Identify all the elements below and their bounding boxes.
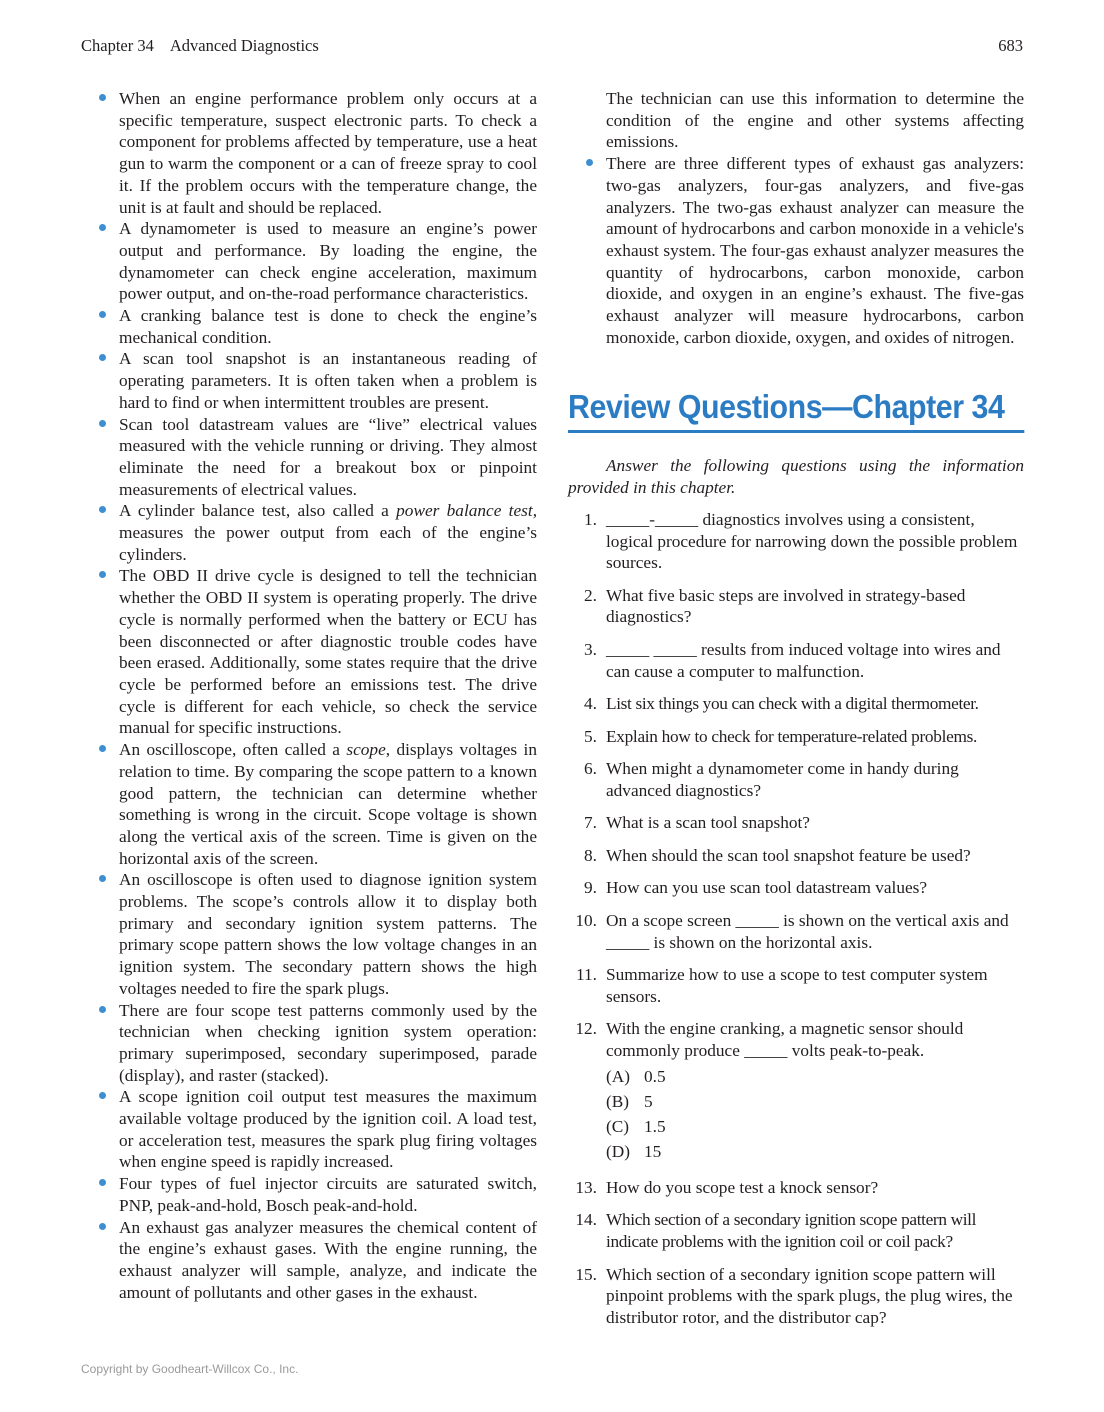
question-item: 2. What five basic steps are involved in strategy-based diagnostics? xyxy=(584,585,966,627)
bullet-continuation: The technician can use this information to determine the condition of the engine and other systems affecting emissions. xyxy=(606,89,1024,152)
question-item: 15. Which section of a secondary ignition scope pattern will pinpoint problems with the spark plugs, the plug wires, the distributor rotor, and the distributor cap? xyxy=(575,1264,1013,1327)
bullet-icon xyxy=(99,420,106,427)
summary-bullets-left xyxy=(81,88,537,1303)
bullet-icon xyxy=(99,311,106,318)
bullet-icon xyxy=(99,506,106,513)
review-questions-list xyxy=(568,509,1024,1329)
answer-choice: (B) 5 xyxy=(606,1091,653,1111)
answer-choices xyxy=(606,1066,1024,1163)
question-item: 9. How can you use scan tool datastream values? xyxy=(584,878,928,898)
summary-bullet: When an engine performance problem only occurs at a specific temperature, suspect electronic parts. To check a component for problems affected by temperature, use a heat gun to warm the component or a can of freeze spray to cool it. If the problem occurs with the temperature change, the unit is at fault and should be replaced. xyxy=(81,88,537,218)
bullet-icon xyxy=(99,224,106,231)
question-12-text: With the engine cranking, a magnetic sensor should commonly produce _____ volts peak-to-peak. xyxy=(606,1019,964,1060)
question-item: 11. Summarize how to use a scope to test computer system sensors. xyxy=(576,965,988,1006)
question-item: 5. Explain how to check for temperature-related problems. xyxy=(584,726,978,746)
summary-bullet: There are four scope test patterns commonly used by the technician when checking ignition system operation: primary superimposed, secondary superimposed, parade (display), and raster (stacked). xyxy=(81,1000,537,1087)
page-number: 683 xyxy=(998,36,1023,55)
left-column xyxy=(81,88,537,1303)
bullet-icon xyxy=(99,875,106,882)
summary-bullet: Four types of fuel injector circuits are saturated switch, PNP, peak-and-hold, Bosch peak-and-hold. xyxy=(81,1173,537,1216)
summary-bullet: The OBD II drive cycle is designed to tell the technician whether the OBD II system is operating properly. The drive cycle is normally performed when the battery or ECU has been disconnected or after diagnostic trouble codes have been erased. Additionally, some states require that the drive cycle be performed before an emissions test. The drive cycle is different for each vehicle, so check the service manual for specific instructions. xyxy=(81,565,537,739)
bullet-icon xyxy=(99,1092,106,1099)
copyright-footer: Copyright by Goodheart-Willcox Co., Inc. xyxy=(81,1362,299,1376)
bullet-icon xyxy=(99,94,106,101)
question-item: 6. When might a dynamometer come in handy during advanced diagnostics? xyxy=(584,759,959,800)
bullet-icon xyxy=(99,354,106,361)
question-item: 13. How do you scope test a knock sensor? xyxy=(575,1177,879,1197)
bullet-icon xyxy=(99,571,106,578)
summary-bullet: A scan tool snapshot is an instantaneous reading of operating parameters. It is often taken when a problem is hard to find or when intermittent troubles are present. xyxy=(81,348,537,413)
answer-choice: (C) 1.5 xyxy=(606,1116,666,1136)
bullet-icon xyxy=(99,745,106,752)
bullet-icon xyxy=(99,1179,106,1186)
summary-bullet: A cranking balance test is done to check the engine’s mechanical condition. xyxy=(81,305,537,348)
bullet-icon xyxy=(586,159,593,166)
summary-bullet: A scope ignition coil output test measures the maximum available voltage produced by the ignition coil. A load test, or acceleration test, measures the spark plug firing voltages when engine speed is rapidly increased. xyxy=(81,1086,537,1173)
answer-choice: (D) 15 xyxy=(606,1141,662,1161)
question-item: 7. What is a scan tool snapshot? xyxy=(584,813,810,833)
question-item: 3. _____ _____ results from induced voltage into wires and can cause a computer to malfunction. xyxy=(584,639,1001,681)
bullet-icon xyxy=(99,1006,106,1013)
summary-bullet: Scan tool datastream values are “live” electrical values measured with the vehicle running or driving. They almost eliminate the need for a breakout box or pinpoint measurements of electrical values. xyxy=(81,414,537,501)
summary-bullet: An exhaust gas analyzer measures the chemical content of the engine’s exhaust gases. With the engine running, the exhaust analyzer will sample, analyze, and indicate the amount of pollutants and other gases in the exhaust. xyxy=(81,1217,537,1304)
answer-choice: (A) 0.5 xyxy=(606,1066,666,1086)
question-item: 1. _____-_____ diagnostics involves using a consistent, logical procedure for narrowing down the possible problem sources. xyxy=(584,509,1018,573)
summary-bullet: An oscilloscope is often used to diagnose ignition system problems. The scope’s controls allow it to display both primary and secondary ignition system patterns. The primary scope pattern shows the low voltage changes in an ignition system. The secondary pattern shows the high voltages needed to fire the spark plugs. xyxy=(81,869,537,999)
chapter-label: Chapter 34 xyxy=(81,36,154,55)
question-item: 12. With the engine cranking, a magnetic sensor should commonly produce _____ volts peak-to-peak. (A) 0.5 (B) 5 (C) 1.5 (D) 15 xyxy=(568,1018,1024,1166)
review-intro: Answer the following questions using the information provided in this chapter. xyxy=(568,456,1024,498)
question-item: 4. List six things you can check with a digital thermometer. xyxy=(584,694,979,714)
bullet-icon xyxy=(99,1223,106,1230)
review-questions-heading: Review Questions—Chapter 34 xyxy=(568,388,1024,433)
summary-bullets-right xyxy=(568,153,1024,348)
question-item: 8. When should the scan tool snapshot feature be used? xyxy=(584,845,971,865)
right-column xyxy=(568,88,1024,1339)
question-item: 10. On a scope screen _____ is shown on the vertical axis and _____ is shown on the horizontal axis. xyxy=(575,910,1009,952)
chapter-title: Advanced Diagnostics xyxy=(169,36,319,55)
question-item: 14. Which section of a secondary ignition scope pattern will indicate problems with the ignition coil or coil pack? xyxy=(575,1210,977,1252)
summary-bullet: There are three different types of exhaust gas analyzers: two-gas analyzers, four-gas analyzers, and five-gas analyzers. The two-gas exhaust analyzer can measure the amount of hydrocarbons and carbon monoxide in a vehicle's exhaust system. The four-gas exhaust analyzer measures the quantity of hydrocarbons, carbon monoxide, carbon dioxide, and oxygen in an engine’s exhaust. The five-gas exhaust analyzer will measure hydrocarbons, carbon monoxide, carbon dioxide, oxygen, and oxides of nitrogen. xyxy=(568,153,1024,348)
summary-bullet: An oscilloscope, often called a scope, displays voltages in relation to time. By comparing the scope pattern to a known good pattern, the technician can determine whether something is wrong in the circuit. Scope voltage is shown along the vertical axis of the screen. Time is given on the horizontal axis of the screen. xyxy=(81,739,537,869)
summary-bullet: A dynamometer is used to measure an engine’s power output and performance. By loading the engine, the dynamometer can check engine acceleration, maximum power output, and on-the-road performance characteristics. xyxy=(81,218,537,305)
summary-bullet: A cylinder balance test, also called a power balance test, measures the power output from each of the engine’s cylinders. xyxy=(81,500,537,565)
running-header xyxy=(81,36,1023,60)
